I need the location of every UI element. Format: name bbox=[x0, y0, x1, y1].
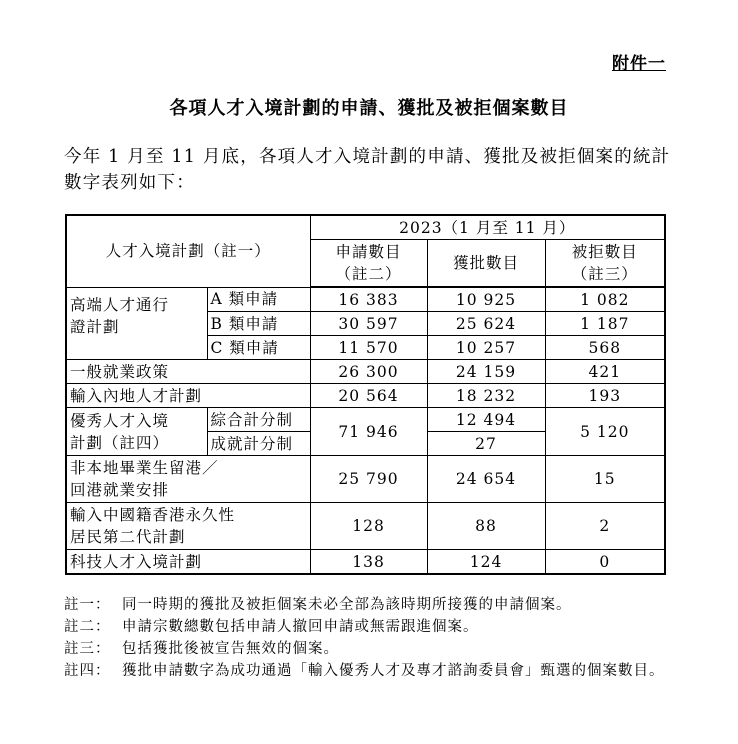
ttps-name: 高端人才通行 證計劃 bbox=[66, 287, 207, 360]
document-title: 各項人才入境計劃的申請、獲批及被拒個案數目 bbox=[169, 98, 569, 119]
gep-applications: 26 300 bbox=[310, 360, 427, 384]
note-1 bbox=[64, 594, 674, 616]
asmtp-label: 輸入內地人才計劃 bbox=[66, 384, 310, 408]
gep-rejected: 421 bbox=[545, 360, 665, 384]
ttps-b-rejected: 1 187 bbox=[545, 312, 665, 336]
ttps-b-label: B 類申請 bbox=[207, 312, 310, 336]
note-3 bbox=[64, 638, 674, 660]
gep-approved: 24 159 bbox=[427, 360, 545, 384]
approved-header: 獲批數目 bbox=[427, 240, 545, 288]
irnn-label: 非本地畢業生留港／ 回港就業安排 bbox=[66, 456, 310, 503]
irnn-approved: 24 654 bbox=[427, 456, 545, 503]
irnn-rejected: 15 bbox=[545, 456, 665, 503]
table-row bbox=[66, 287, 665, 312]
tech-rejected: 0 bbox=[545, 550, 665, 575]
tech-approved: 124 bbox=[427, 550, 545, 575]
ttps-a-rejected: 1 082 bbox=[545, 287, 665, 312]
qmas-rejected: 5 120 bbox=[545, 408, 665, 456]
second-gen-approved: 88 bbox=[427, 503, 545, 550]
intro-paragraph: 今年 1 月至 11 月底，各項人才入境計劃的申請、獲批及被拒個案的統計數字表列如下： bbox=[64, 147, 671, 193]
notes bbox=[64, 594, 674, 682]
irnn-applications: 25 790 bbox=[310, 456, 427, 503]
table-row bbox=[66, 384, 665, 408]
qmas-general-approved: 12 494 bbox=[427, 408, 545, 432]
qmas-achievement-approved: 27 bbox=[427, 432, 545, 456]
table-row bbox=[66, 550, 665, 575]
asmtp-rejected: 193 bbox=[545, 384, 665, 408]
table-row bbox=[66, 456, 665, 503]
ttps-b-applications: 30 597 bbox=[310, 312, 427, 336]
second-gen-rejected: 2 bbox=[545, 503, 665, 550]
ttps-c-label: C 類申請 bbox=[207, 336, 310, 360]
applications-header: 申請數目 （註二） bbox=[310, 240, 427, 288]
gep-label: 一般就業政策 bbox=[66, 360, 310, 384]
rejected-header: 被拒數目 （註三） bbox=[545, 240, 665, 288]
note-text: 申請宗數總數包括申請人撤回申請或無需跟進個案。 bbox=[122, 619, 479, 635]
period-header: 2023（1 月至 11 月） bbox=[310, 215, 665, 240]
note-text: 同一時期的獲批及被拒個案未必全部為該時期所接獲的申請個案。 bbox=[122, 597, 572, 613]
note-label: 註一： bbox=[64, 597, 111, 613]
tech-applications: 138 bbox=[310, 550, 427, 575]
note-text: 包括獲批後被宣告無效的個案。 bbox=[122, 641, 339, 657]
note-label: 註四： bbox=[64, 663, 111, 679]
note-4 bbox=[64, 660, 674, 682]
ttps-c-rejected: 568 bbox=[545, 336, 665, 360]
qmas-achievement-label: 成就計分制 bbox=[207, 432, 310, 456]
note-text: 獲批申請數字為成功通過「輸入優秀人才及專才諮詢委員會」甄選的個案數目。 bbox=[122, 663, 665, 679]
ttps-a-label: A 類申請 bbox=[207, 287, 310, 312]
asmtp-applications: 20 564 bbox=[310, 384, 427, 408]
note-label: 註二： bbox=[64, 619, 111, 635]
ttps-c-approved: 10 257 bbox=[427, 336, 545, 360]
ttps-a-approved: 10 925 bbox=[427, 287, 545, 312]
table-row bbox=[66, 408, 665, 432]
tech-label: 科技人才入境計劃 bbox=[66, 550, 310, 575]
asmtp-approved: 18 232 bbox=[427, 384, 545, 408]
annex-label: 附件一 bbox=[612, 54, 666, 74]
note-label: 註三： bbox=[64, 641, 111, 657]
table-row bbox=[66, 503, 665, 550]
qmas-general-label: 綜合計分制 bbox=[207, 408, 310, 432]
ttps-a-applications: 16 383 bbox=[310, 287, 427, 312]
ttps-b-approved: 25 624 bbox=[427, 312, 545, 336]
second-gen-applications: 128 bbox=[310, 503, 427, 550]
table-row bbox=[66, 360, 665, 384]
ttps-c-applications: 11 570 bbox=[310, 336, 427, 360]
note-2 bbox=[64, 616, 674, 638]
statistics-table bbox=[65, 214, 666, 575]
qmas-name: 優秀人才入境 計劃（註四） bbox=[66, 408, 207, 456]
second-gen-label: 輸入中國籍香港永久性 居民第二代計劃 bbox=[66, 503, 310, 550]
qmas-applications: 71 946 bbox=[310, 408, 427, 456]
scheme-header: 人才入境計劃（註一） bbox=[66, 215, 310, 287]
